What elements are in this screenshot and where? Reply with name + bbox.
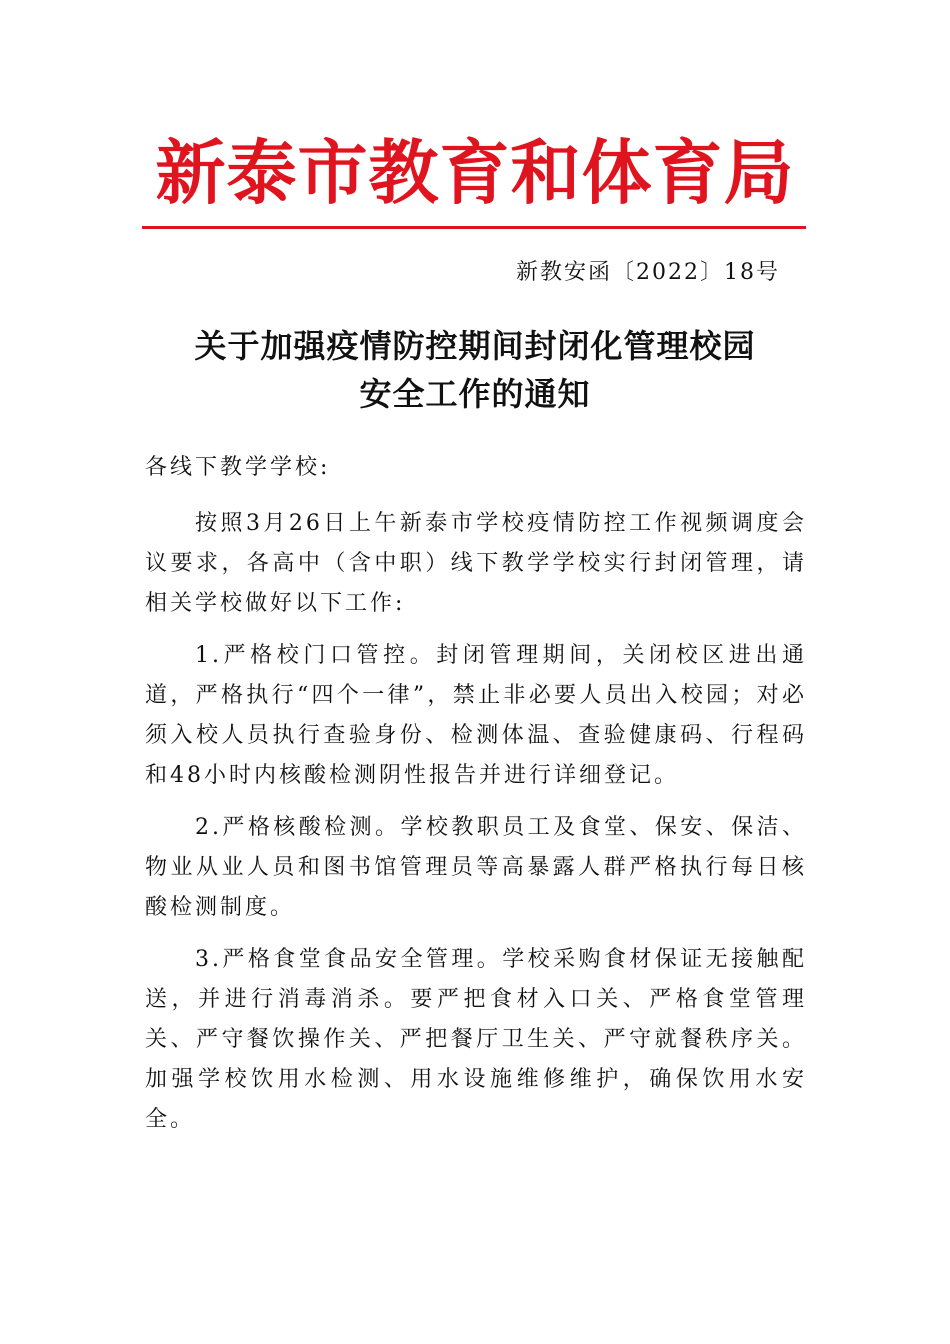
header-red-rule	[142, 226, 806, 229]
issuer-header: 新泰市教育和体育局	[155, 131, 795, 214]
paragraph-item-3: 3.严格食堂食品安全管理。学校采购食材保证无接触配送，并进行消毒消杀。要严把食材入口关、严格食堂管理关、严守餐饮操作关、严把餐厅卫生关、严守就餐秩序关。加强学校饮用水检测、用水设施维修维护，确保饮用水安全。	[145, 947, 807, 1132]
paragraph-item-2: 2.严格核酸检测。学校教职员工及食堂、保安、保洁、物业从业人员和图书馆管理员等高暴露人群严格执行每日核酸检测制度。	[145, 815, 807, 920]
document-title	[145, 322, 805, 418]
document-body	[145, 448, 807, 1152]
paragraph-item-1: 1.严格校门口管控。封闭管理期间，关闭校区进出通道，严格执行“四个一律”，禁止非必要人员出入校园；对必须入校人员执行查验身份、检测体温、查验健康码、行程码和48小时内核酸检测阴性报告并进行详细登记。	[145, 643, 807, 788]
salutation: 各线下教学学校:	[145, 455, 331, 480]
document-title-line-1: 关于加强疫情防控期间封闭化管理校园	[194, 327, 756, 365]
paragraph-intro: 按照3月26日上午新泰市学校疫情防控工作视频调度会议要求，各高中（含中职）线下教学学校实行封闭管理，请相关学校做好以下工作:	[145, 511, 807, 616]
document-number: 新教安函〔2022〕18号	[516, 260, 780, 285]
document-title-line-2: 安全工作的通知	[359, 375, 591, 413]
